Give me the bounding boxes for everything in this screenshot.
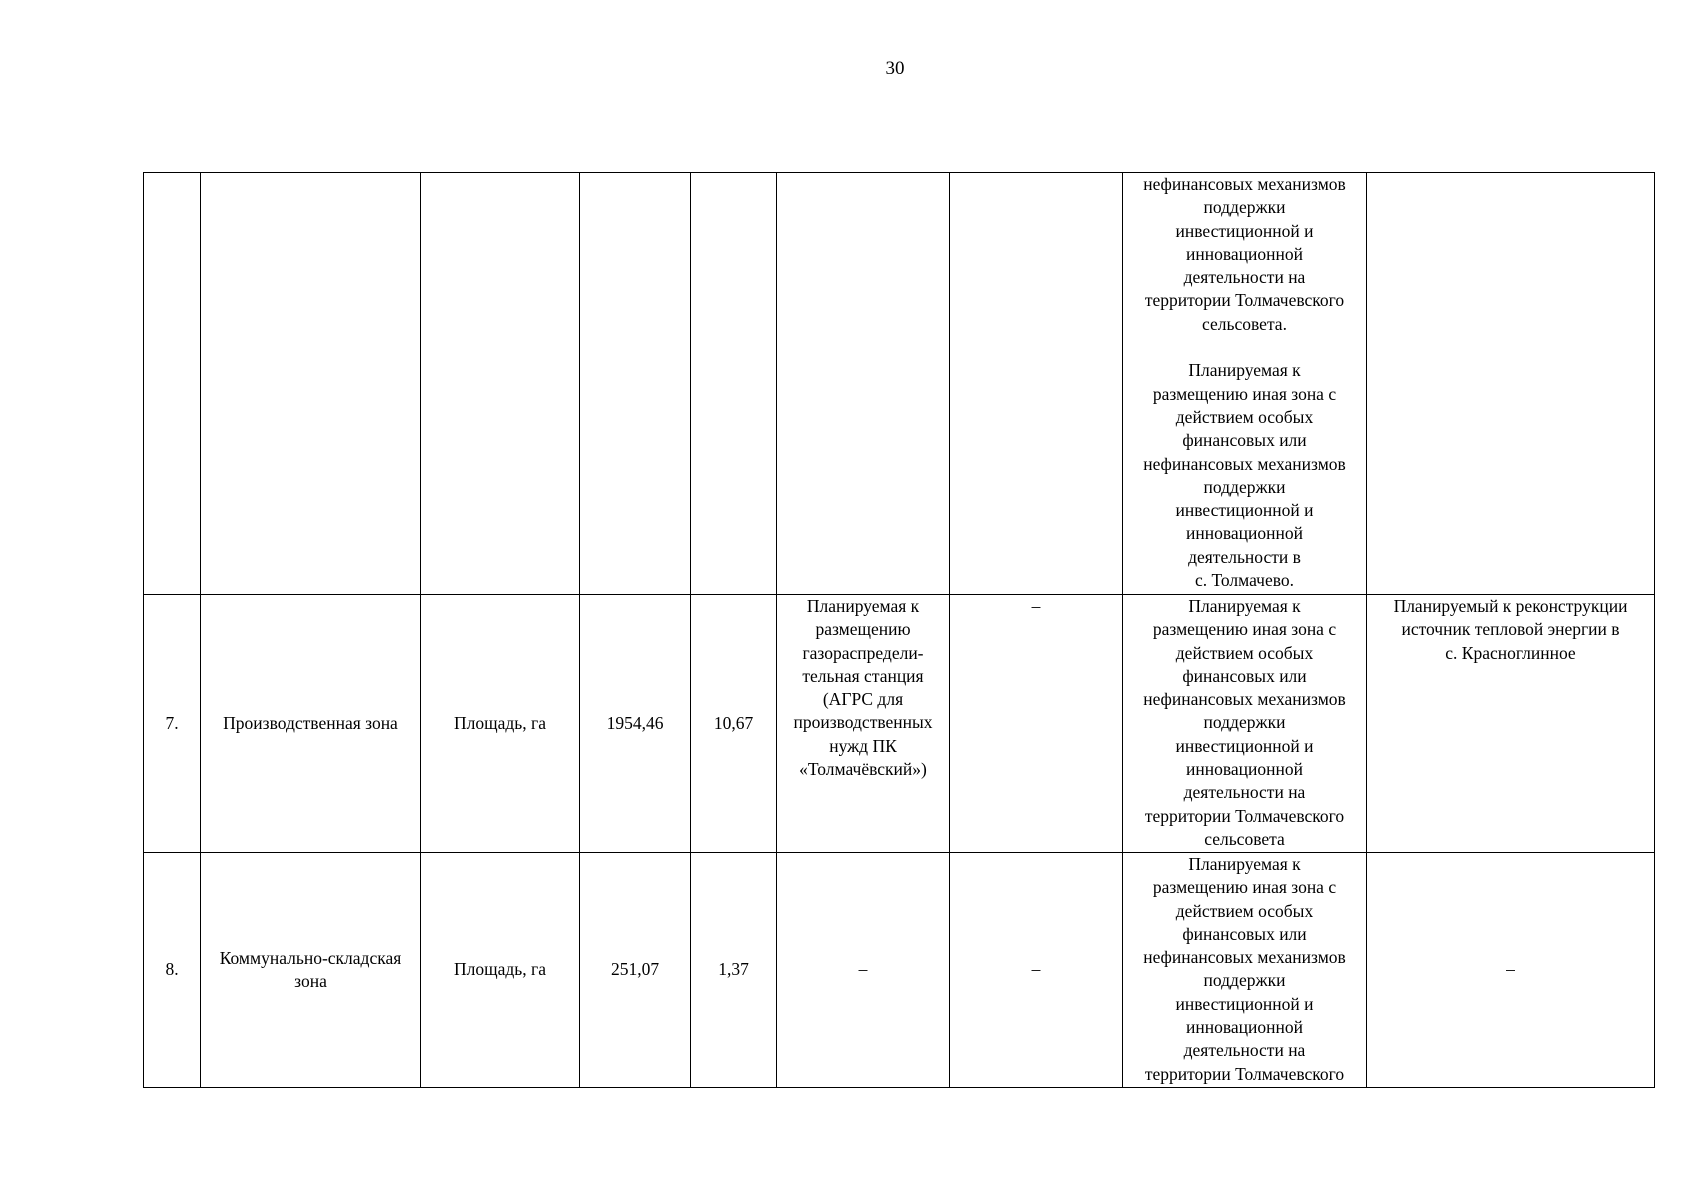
row-number-cell: 8. [144,853,201,1088]
percent-cell: 1,37 [691,853,777,1088]
zone-name-cell: Производственная зона [201,595,421,853]
indicator-cell: Площадь, га [421,853,580,1088]
zone-name-cell [201,173,421,595]
zones-table [143,172,1655,1088]
value-cell: 251,07 [580,853,691,1088]
zone-name-cell: Коммунально-складская зона [201,853,421,1088]
object-district-cell: – [950,595,1123,853]
object-local-cell: Планируемая к размещению иная зона с действием особых финансовых или нефинансовых механизмов поддержки инвестиционной и инновационной деятельности на территории Толмачевского [1123,853,1367,1088]
row-number-cell: 7. [144,595,201,853]
object-regional-cell [777,173,950,595]
notes-cell [1367,173,1655,595]
table-row [144,595,1655,853]
object-local-cell: нефинансовых механизмов поддержки инвестиционной и инновационной деятельности на территории Толмачевского сельсовета. Планируемая к размещению иная зона с действием особых финансовых или нефинансовых механизмов поддержки инвестиционной и инновационной деятельности в с. Толмачево. [1123,173,1367,595]
table-row [144,173,1655,595]
percent-cell [691,173,777,595]
object-district-cell [950,173,1123,595]
value-cell [580,173,691,595]
value-cell: 1954,46 [580,595,691,853]
indicator-cell: Площадь, га [421,595,580,853]
object-local-cell: Планируемая к размещению иная зона с действием особых финансовых или нефинансовых механизмов поддержки инвестиционной и инновационной деятельности на территории Толмачевского сельсовета [1123,595,1367,853]
row-number-cell [144,173,201,595]
object-district-cell: – [950,853,1123,1088]
object-regional-cell: Планируемая к размещению газораспредели- тельная станция (АГРС для производственных нужд ПК «Толмачёвский») [777,595,950,853]
object-regional-cell: – [777,853,950,1088]
notes-cell: – [1367,853,1655,1088]
page-number: 30 [885,58,905,79]
percent-cell: 10,67 [691,595,777,853]
table-row [144,853,1655,1088]
indicator-cell [421,173,580,595]
notes-cell: Планируемый к реконструкции источник тепловой энергии в с. Красноглинное [1367,595,1655,853]
